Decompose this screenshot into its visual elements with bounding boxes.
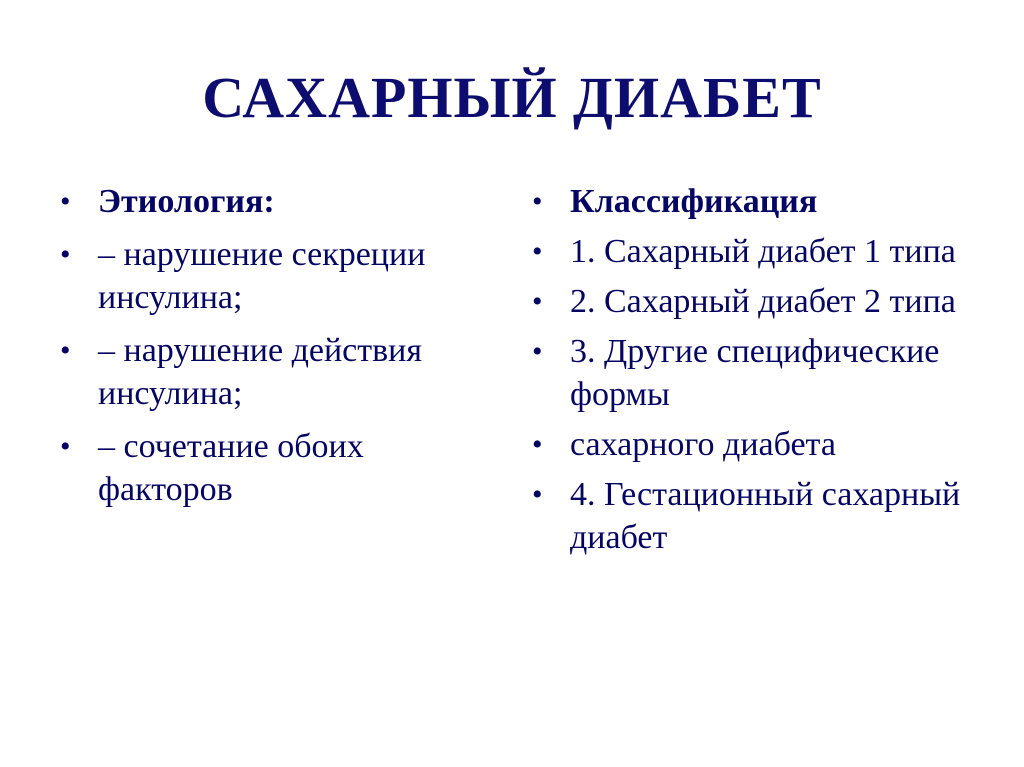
bullet-icon: • [532, 335, 543, 368]
slide-title: САХАРНЫЙ ДИАБЕТ [202, 65, 822, 130]
bullet-icon: • [532, 428, 543, 461]
list-item [530, 330, 990, 416]
classification-heading: Классификация [570, 183, 818, 220]
list-item [58, 425, 498, 511]
etiology-heading-item [58, 180, 498, 223]
list-item [530, 473, 990, 559]
bullet-icon: • [60, 238, 71, 271]
bullet-icon: • [60, 430, 71, 463]
bullet-icon: • [60, 185, 71, 218]
list-item-text: 3. Другие специфические формы [570, 333, 940, 413]
list-item [58, 329, 498, 415]
classification-list [530, 180, 990, 566]
list-item-text: – нарушение действия инсулина; [98, 332, 423, 412]
bullet-icon: • [532, 285, 543, 318]
list-item [58, 233, 498, 319]
list-item [530, 423, 990, 466]
bullet-icon: • [532, 478, 543, 511]
bullet-icon: • [60, 334, 71, 367]
list-item-text: сахарного диабета [570, 426, 836, 463]
list-item-text: 4. Гестационный сахарный диабет [570, 476, 961, 556]
etiology-list [58, 180, 498, 521]
list-item-text: 1. Сахарный диабет 1 типа [570, 233, 956, 270]
list-item-text: – нарушение секреции инсулина; [98, 236, 426, 316]
list-item-text: – сочетание обоих факторов [98, 428, 364, 508]
bullet-icon: • [532, 185, 543, 218]
bullet-icon: • [532, 235, 543, 268]
classification-heading-item [530, 180, 990, 223]
list-item [530, 230, 990, 273]
list-item [530, 280, 990, 323]
etiology-heading: Этиология: [98, 183, 275, 220]
list-item-text: 2. Сахарный диабет 2 типа [570, 283, 956, 320]
